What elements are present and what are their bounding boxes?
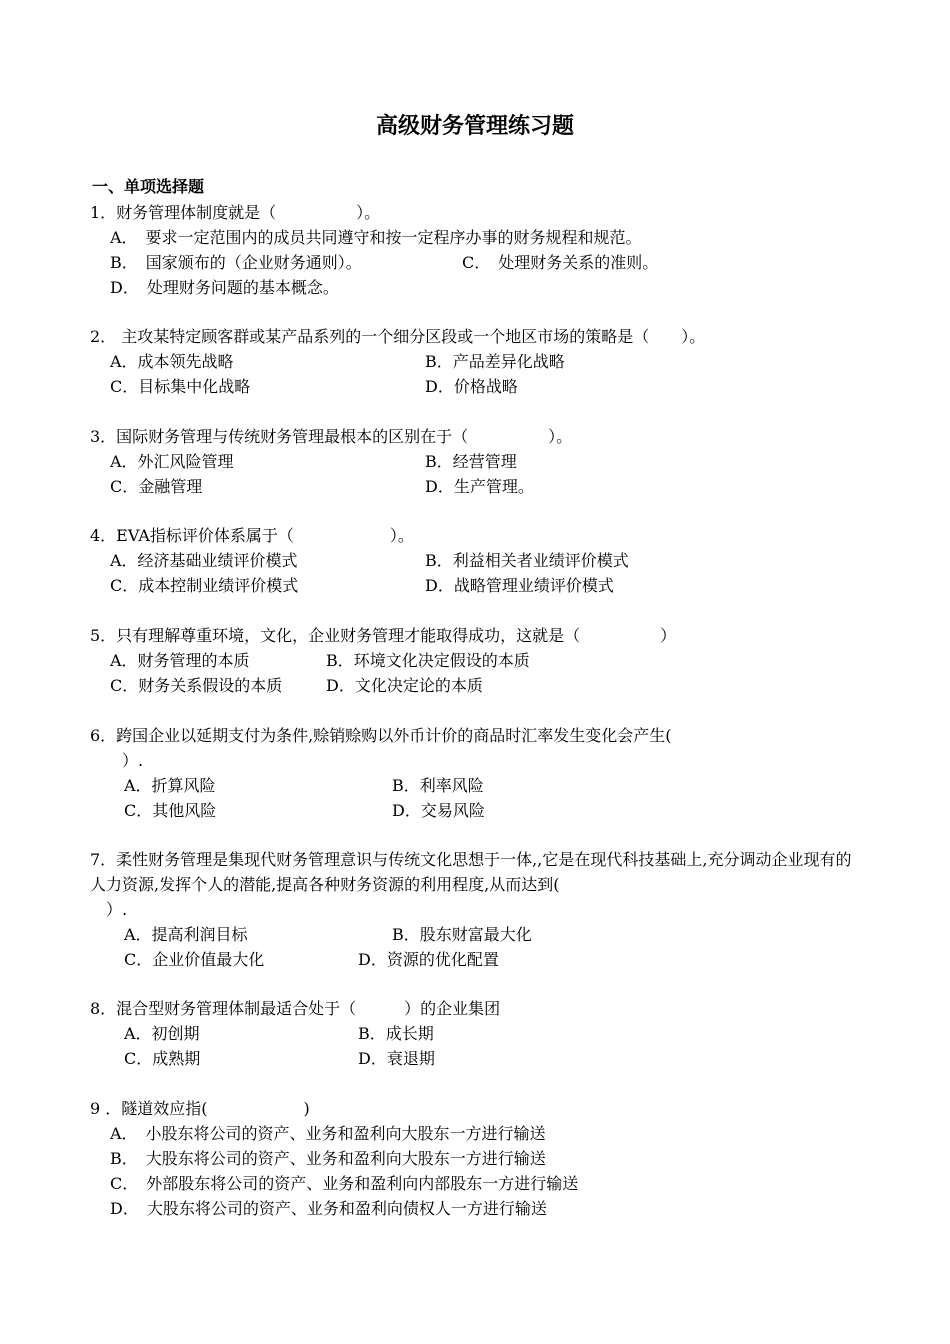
option-d: D．战略管理业绩评价模式 — [425, 576, 614, 595]
question-7 — [90, 847, 865, 972]
question-stem: 8．混合型财务管理体制最适合处于（ ）的企业集团 — [90, 999, 501, 1018]
question-stem: 7．柔性财务管理是集现代财务管理意识与传统文化思想于一体,,它是在现代科技基础上,充分调动企业现有的人力资源,发挥个人的潜能,提高各种财务资源的利用程度,从而达到( — [90, 850, 852, 894]
option-d: D． 大股东将公司的资产、业务和盈利向债权人一方进行输送 — [110, 1199, 547, 1218]
option-b: B． 国家颁布的（企业财务通则）。 — [110, 253, 362, 272]
option-b: B．产品差异化战略 — [425, 352, 565, 371]
option-b: B．股东财富最大化 — [392, 925, 532, 944]
option-a: A．折算风险 — [124, 776, 216, 795]
option-a: A． 要求一定范围内的成员共同遵守和按一定程序办事的财务规程和规范。 — [110, 228, 642, 247]
option-b: B．成长期 — [358, 1024, 434, 1043]
option-b: B． 大股东将公司的资产、业务和盈利向大股东一方进行输送 — [110, 1149, 546, 1168]
question-1 — [90, 200, 865, 300]
option-b: B．环境文化决定假设的本质 — [326, 651, 530, 670]
section-heading: 一、单项选择题 — [92, 177, 205, 196]
question-stem: 9 ．隧道效应指( ) — [90, 1099, 310, 1118]
option-d: D．文化决定论的本质 — [326, 676, 483, 695]
option-d: D． 处理财务问题的基本概念。 — [110, 278, 339, 297]
option-a: A．成本领先战略 — [110, 352, 234, 371]
question-8 — [90, 996, 865, 1071]
question-stem-cont: ）. — [90, 900, 128, 919]
question-5 — [90, 623, 865, 698]
question-stem: 5．只有理解尊重环境，文化，企业财务管理才能取得成功，这就是（ ） — [90, 626, 677, 645]
option-c: C．财务关系假设的本质 — [110, 676, 283, 695]
option-a: A．经济基础业绩评价模式 — [110, 551, 298, 570]
question-stem: 4．EVA指标评价体系属于（ ）。 — [90, 526, 414, 545]
option-b: B．利率风险 — [392, 776, 484, 795]
option-b: B．经营管理 — [425, 452, 517, 471]
option-c: C．成本控制业绩评价模式 — [110, 576, 299, 595]
question-stem: 6．跨国企业以延期支付为条件,赊销赊购以外币计价的商品时汇率发生变化会产生( — [90, 726, 672, 745]
option-a: A．财务管理的本质 — [110, 651, 250, 670]
option-c: C．金融管理 — [110, 477, 203, 496]
option-d: D．生产管理。 — [425, 477, 534, 496]
option-c: C．企业价值最大化 — [124, 950, 265, 969]
option-a: A．外汇风险管理 — [110, 452, 234, 471]
question-stem: 1．财务管理体制度就是（ ）。 — [90, 203, 381, 222]
question-2 — [90, 324, 865, 399]
question-stem: 2． 主攻某特定顾客群或某产品系列的一个细分区段或一个地区市场的策略是（ ）。 — [90, 327, 706, 346]
question-4 — [90, 523, 865, 598]
option-c: C．成熟期 — [124, 1049, 201, 1068]
option-d: D．衰退期 — [358, 1049, 435, 1068]
option-d: D．价格战略 — [425, 377, 518, 396]
question-9 — [90, 1096, 865, 1221]
option-a: A． 小股东将公司的资产、业务和盈利向大股东一方进行输送 — [110, 1124, 546, 1143]
option-a: A．初创期 — [124, 1024, 200, 1043]
option-a: A．提高利润目标 — [124, 925, 248, 944]
question-6 — [90, 723, 865, 823]
question-3 — [90, 424, 865, 499]
option-c: C．目标集中化战略 — [110, 377, 251, 396]
option-b: B．利益相关者业绩评价模式 — [425, 551, 629, 570]
option-d: D．资源的优化配置 — [358, 950, 499, 969]
page-title: 高级财务管理练习题 — [375, 114, 574, 139]
option-c: C． 外部股东将公司的资产、业务和盈利向内部股东一方进行输送 — [110, 1174, 579, 1193]
question-stem: 3．国际财务管理与传统财务管理最根本的区别在于（ ）。 — [90, 427, 573, 446]
option-c: C． 处理财务关系的准则。 — [462, 253, 659, 272]
option-c: C．其他风险 — [124, 801, 217, 820]
question-stem-cont: ）. — [90, 751, 144, 770]
option-d: D．交易风险 — [392, 801, 485, 820]
